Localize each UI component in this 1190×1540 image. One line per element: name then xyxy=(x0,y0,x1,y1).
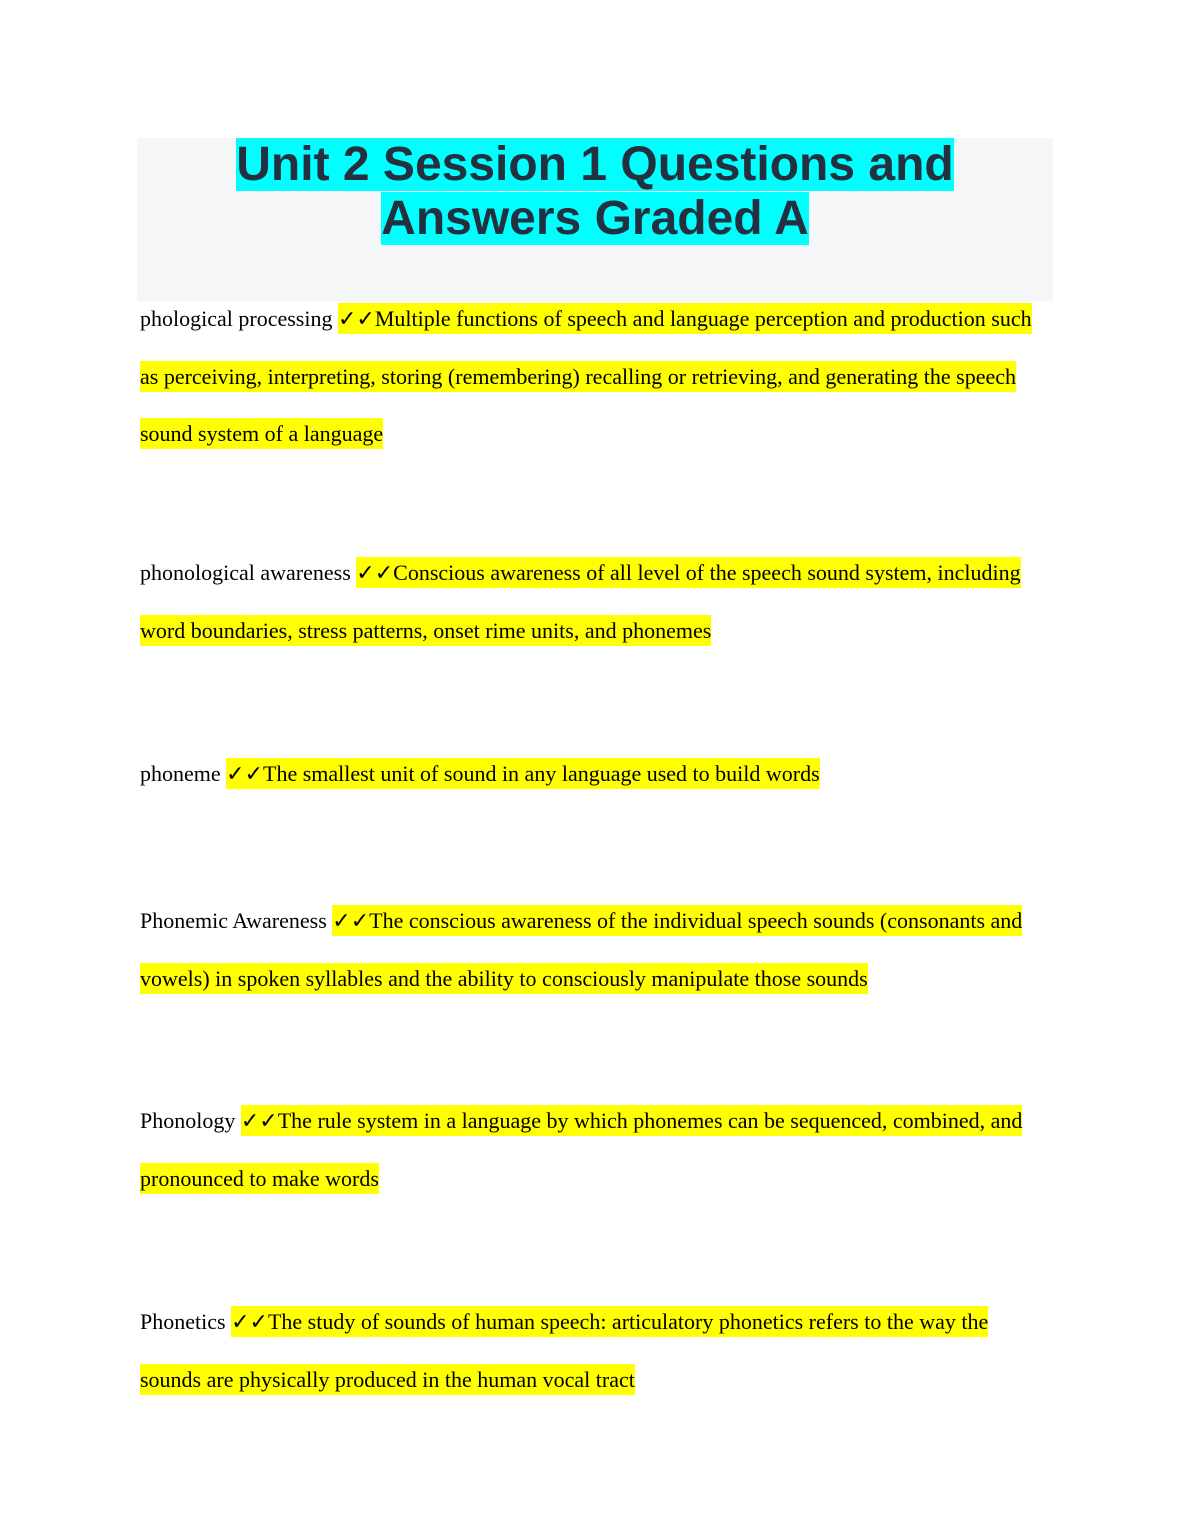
entry-term: phological processing xyxy=(140,306,333,331)
entry-phoneme xyxy=(140,745,1052,803)
title-block xyxy=(137,138,1053,301)
entry-answer xyxy=(226,758,820,789)
entry-phonological-awareness xyxy=(140,544,1052,659)
double-check-icon: ✓✓ xyxy=(240,1109,278,1134)
entry-phological-processing xyxy=(140,290,1052,462)
double-check-icon: ✓✓ xyxy=(226,762,264,787)
entry-definition: Multiple functions of speech and language perception and production such as perceiving, interpreting, storing (remembering) recalling or retrieving, and generating the speech sound system of a language xyxy=(140,306,1032,446)
double-check-icon: ✓✓ xyxy=(231,1310,268,1335)
entry-phonetics xyxy=(140,1293,1052,1408)
entry-definition: The conscious awareness of the individual speech sounds (consonants and vowels) in spoken syllables and the ability to consciously manipulate those sounds xyxy=(140,908,1023,991)
entry-term: Phonemic Awareness xyxy=(140,908,327,933)
entry-answer xyxy=(140,1105,1022,1194)
entry-term: Phonetics xyxy=(140,1309,226,1334)
entry-definition: Conscious awareness of all level of the speech sound system, including word boundaries, stress patterns, onset rime units, and phonemes xyxy=(140,560,1021,643)
entry-term: phonological awareness xyxy=(140,560,351,585)
double-check-icon: ✓✓ xyxy=(337,307,375,332)
double-check-icon: ✓✓ xyxy=(332,909,370,934)
entry-definition: The rule system in a language by which phonemes can be sequenced, combined, and pronounced to make words xyxy=(140,1108,1023,1191)
entry-definition: The smallest unit of sound in any language used to build words xyxy=(263,761,820,786)
double-check-icon: ✓✓ xyxy=(356,561,394,586)
entry-phonemic-awareness xyxy=(140,892,1052,1007)
entry-term: Phonology xyxy=(140,1108,236,1133)
page-title: Unit 2 Session 1 Questions and Answers Graded A xyxy=(236,138,954,245)
entry-answer xyxy=(140,1306,988,1395)
entry-phonology xyxy=(140,1092,1052,1207)
entry-term: phoneme xyxy=(140,761,221,786)
entry-definition: The study of sounds of human speech: articulatory phonetics refers to the way the sounds are physically produced in the human vocal tract xyxy=(140,1309,989,1392)
